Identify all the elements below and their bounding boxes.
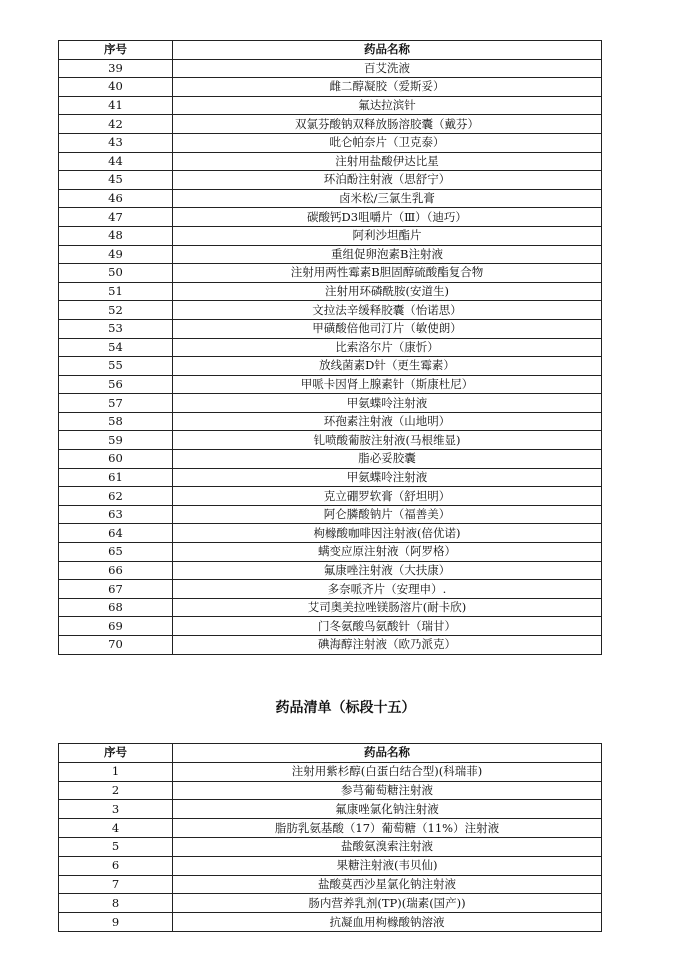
column-header-name: 药品名称	[173, 41, 602, 60]
table-row	[59, 394, 602, 413]
cell-no: 5	[59, 837, 173, 856]
cell-no: 64	[59, 524, 173, 543]
table-row	[59, 59, 602, 78]
table-row	[59, 580, 602, 599]
table-row	[59, 226, 602, 245]
table-row	[59, 450, 602, 469]
cell-no: 41	[59, 96, 173, 115]
table-row	[59, 375, 602, 394]
table-row	[59, 856, 602, 875]
cell-drug-name: 甲氨蝶呤注射液	[173, 468, 602, 487]
cell-drug-name: 螨变应原注射液（阿罗格）	[173, 543, 602, 562]
cell-drug-name: 甲哌卡因肾上腺素针（斯康杜尼）	[173, 375, 602, 394]
table-row	[59, 357, 602, 376]
table-row	[59, 189, 602, 208]
cell-drug-name: 注射用两性霉素B胆固醇硫酸酯复合物	[173, 264, 602, 283]
section-title: 药品清单（标段十五）	[275, 700, 416, 716]
cell-no: 43	[59, 133, 173, 152]
cell-no: 46	[59, 189, 173, 208]
table-row	[59, 762, 602, 781]
table-row	[59, 894, 602, 913]
cell-no: 59	[59, 431, 173, 450]
table-row	[59, 487, 602, 506]
cell-no: 50	[59, 264, 173, 283]
table-row	[59, 636, 602, 655]
cell-drug-name: 环孢素注射液（山地明）	[173, 412, 602, 431]
table-row	[59, 617, 602, 636]
cell-no: 63	[59, 505, 173, 524]
cell-drug-name: 门冬氨酸鸟氨酸针（瑞甘）	[173, 617, 602, 636]
cell-no: 58	[59, 412, 173, 431]
cell-drug-name: 注射用环磷酰胺(安道生)	[173, 282, 602, 301]
cell-drug-name: 吡仑帕奈片（卫克泰）	[173, 133, 602, 152]
cell-no: 53	[59, 319, 173, 338]
table-body	[59, 762, 602, 931]
cell-no: 67	[59, 580, 173, 599]
cell-drug-name: 多奈哌齐片（安理申）.	[173, 580, 602, 599]
column-header-no: 序号	[59, 41, 173, 60]
cell-drug-name: 文拉法辛缓释胶囊（怡诺思）	[173, 301, 602, 320]
table-row	[59, 543, 602, 562]
cell-drug-name: 参芎葡萄糖注射液	[173, 781, 602, 800]
cell-drug-name: 碳酸钙D3咀嚼片（Ⅲ）（迪巧）	[173, 208, 602, 227]
cell-drug-name: 放线菌素D针（更生霉素）	[173, 357, 602, 376]
table-row	[59, 412, 602, 431]
cell-no: 1	[59, 762, 173, 781]
cell-drug-name: 脂必妥胶囊	[173, 450, 602, 469]
cell-drug-name: 环泊酚注射液（思舒宁）	[173, 171, 602, 190]
drug-list-table-section-15	[58, 743, 602, 932]
cell-no: 70	[59, 636, 173, 655]
cell-drug-name: 重组促卵泡素B注射液	[173, 245, 602, 264]
table-row	[59, 245, 602, 264]
table-row	[59, 800, 602, 819]
cell-drug-name: 艾司奥美拉唑镁肠溶片(耐卡欣)	[173, 598, 602, 617]
table-row	[59, 115, 602, 134]
table-row	[59, 781, 602, 800]
cell-drug-name: 盐酸氨溴索注射液	[173, 837, 602, 856]
table-row	[59, 819, 602, 838]
cell-no: 57	[59, 394, 173, 413]
table-row	[59, 468, 602, 487]
cell-drug-name: 氟康唑氯化钠注射液	[173, 800, 602, 819]
table-row	[59, 301, 602, 320]
cell-drug-name: 阿仑膦酸钠片（福善美）	[173, 505, 602, 524]
cell-no: 49	[59, 245, 173, 264]
table-row	[59, 171, 602, 190]
cell-drug-name: 氟达拉滨针	[173, 96, 602, 115]
table-header-row	[59, 41, 602, 60]
cell-drug-name: 阿利沙坦酯片	[173, 226, 602, 245]
cell-drug-name: 百艾洗液	[173, 59, 602, 78]
cell-no: 51	[59, 282, 173, 301]
cell-drug-name: 甲氨蝶呤注射液	[173, 394, 602, 413]
cell-no: 6	[59, 856, 173, 875]
table-row	[59, 913, 602, 932]
cell-no: 54	[59, 338, 173, 357]
cell-no: 47	[59, 208, 173, 227]
table-row	[59, 338, 602, 357]
cell-drug-name: 克立硼罗软膏（舒坦明）	[173, 487, 602, 506]
table-row	[59, 133, 602, 152]
cell-no: 39	[59, 59, 173, 78]
cell-no: 60	[59, 450, 173, 469]
table-row	[59, 282, 602, 301]
cell-no: 66	[59, 561, 173, 580]
cell-no: 9	[59, 913, 173, 932]
column-header-name: 药品名称	[173, 744, 602, 763]
table-row	[59, 152, 602, 171]
table-row	[59, 875, 602, 894]
cell-no: 4	[59, 819, 173, 838]
table-row	[59, 431, 602, 450]
cell-no: 44	[59, 152, 173, 171]
cell-drug-name: 注射用紫杉醇(白蛋白结合型)(科瑞菲)	[173, 762, 602, 781]
table-row	[59, 96, 602, 115]
cell-no: 56	[59, 375, 173, 394]
cell-drug-name: 双氯芬酸钠双释放肠溶胶囊（戴芬）	[173, 115, 602, 134]
cell-drug-name: 肠内营养乳剂(TP)(瑞素(国产))	[173, 894, 602, 913]
cell-drug-name: 卤米松/三氯生乳膏	[173, 189, 602, 208]
cell-no: 3	[59, 800, 173, 819]
cell-drug-name: 脂肪乳氨基酸（17）葡萄糖（11%）注射液	[173, 819, 602, 838]
cell-drug-name: 盐酸莫西沙星氯化钠注射液	[173, 875, 602, 894]
cell-drug-name: 甲磺酸倍他司汀片（敏使朗）	[173, 319, 602, 338]
cell-no: 61	[59, 468, 173, 487]
cell-drug-name: 钆喷酸葡胺注射液(马根维显)	[173, 431, 602, 450]
table-row	[59, 78, 602, 97]
cell-drug-name: 氟康唑注射液（大扶康）	[173, 561, 602, 580]
cell-no: 69	[59, 617, 173, 636]
table-row	[59, 598, 602, 617]
cell-drug-name: 抗凝血用枸橼酸钠溶液	[173, 913, 602, 932]
cell-no: 7	[59, 875, 173, 894]
table-body	[59, 59, 602, 654]
cell-no: 42	[59, 115, 173, 134]
cell-no: 40	[59, 78, 173, 97]
cell-drug-name: 注射用盐酸伊达比星	[173, 152, 602, 171]
cell-no: 55	[59, 357, 173, 376]
cell-no: 8	[59, 894, 173, 913]
table-header-row	[59, 744, 602, 763]
table-row	[59, 208, 602, 227]
drug-list-table-continued	[58, 40, 602, 655]
cell-no: 2	[59, 781, 173, 800]
table-row	[59, 264, 602, 283]
cell-drug-name: 碘海醇注射液（欧乃派克）	[173, 636, 602, 655]
cell-drug-name: 雌二醇凝胶（爱斯妥）	[173, 78, 602, 97]
cell-no: 48	[59, 226, 173, 245]
cell-no: 45	[59, 171, 173, 190]
table-row	[59, 837, 602, 856]
cell-no: 68	[59, 598, 173, 617]
table-row	[59, 561, 602, 580]
cell-drug-name: 果糖注射液(韦贝仙)	[173, 856, 602, 875]
table-row	[59, 319, 602, 338]
cell-drug-name: 枸橼酸咖啡因注射液(倍优诺)	[173, 524, 602, 543]
table-row	[59, 505, 602, 524]
cell-no: 52	[59, 301, 173, 320]
cell-no: 62	[59, 487, 173, 506]
column-header-no: 序号	[59, 744, 173, 763]
table-row	[59, 524, 602, 543]
cell-no: 65	[59, 543, 173, 562]
cell-drug-name: 比索洛尔片（康忻）	[173, 338, 602, 357]
